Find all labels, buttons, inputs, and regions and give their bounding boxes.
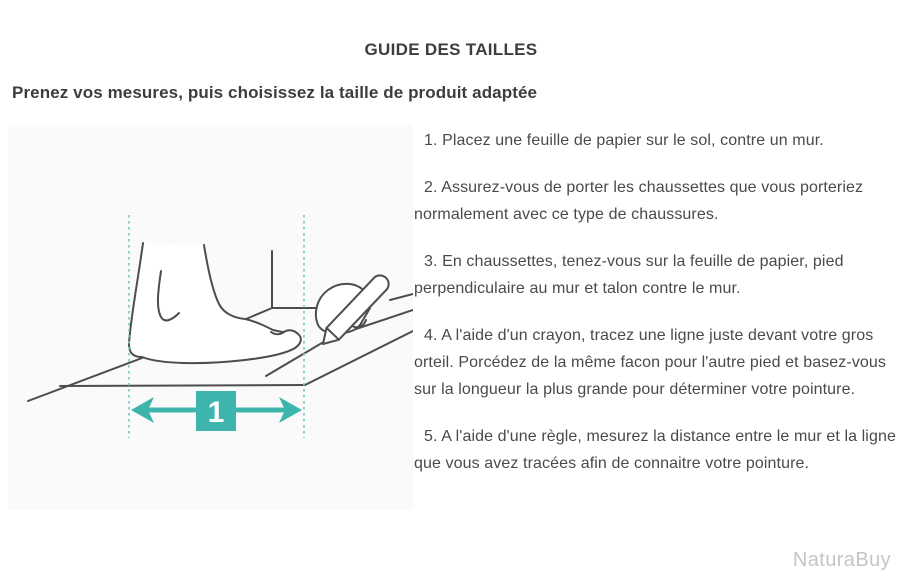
instruction-step-5: 5. A l'aide d'une règle, mesurez la distance entre le mur et la ligne que vous avez tracées afin de connaitre votre pointure. [414,428,896,472]
page-title: GUIDE DES TAILLES [364,40,538,59]
foot-measuring-illustration-icon [0,120,413,520]
instruction-step-4: 4. A l'aide d'un crayon, tracez une ligne juste devant votre gros orteil. Porcédez de la même facon pour l'autre pied et basez-vous sur la longueur la plus grande pour déterminer votre pointure. [414,327,887,398]
instructions-list [414,127,902,497]
size-guide-illustration [0,120,413,520]
page-subtitle: Prenez vos mesures, puis choisissez la taille de produit adaptée [12,83,538,102]
instruction-step-3: 3. En chaussettes, tenez-vous sur la feuille de papier, pied perpendiculaire au mur et talon contre le mur. [414,253,844,297]
instruction-step-2: 2. Assurez-vous de porter les chaussettes que vous porteriez normalement avec ce type de chaussures. [414,179,864,223]
instruction-step-1: 1. Placez une feuille de papier sur le sol, contre un mur. [424,132,824,149]
naturabuy-watermark: NaturaBuy [792,549,891,571]
step-badge [196,391,236,431]
step-badge-number: 1 [207,396,225,429]
